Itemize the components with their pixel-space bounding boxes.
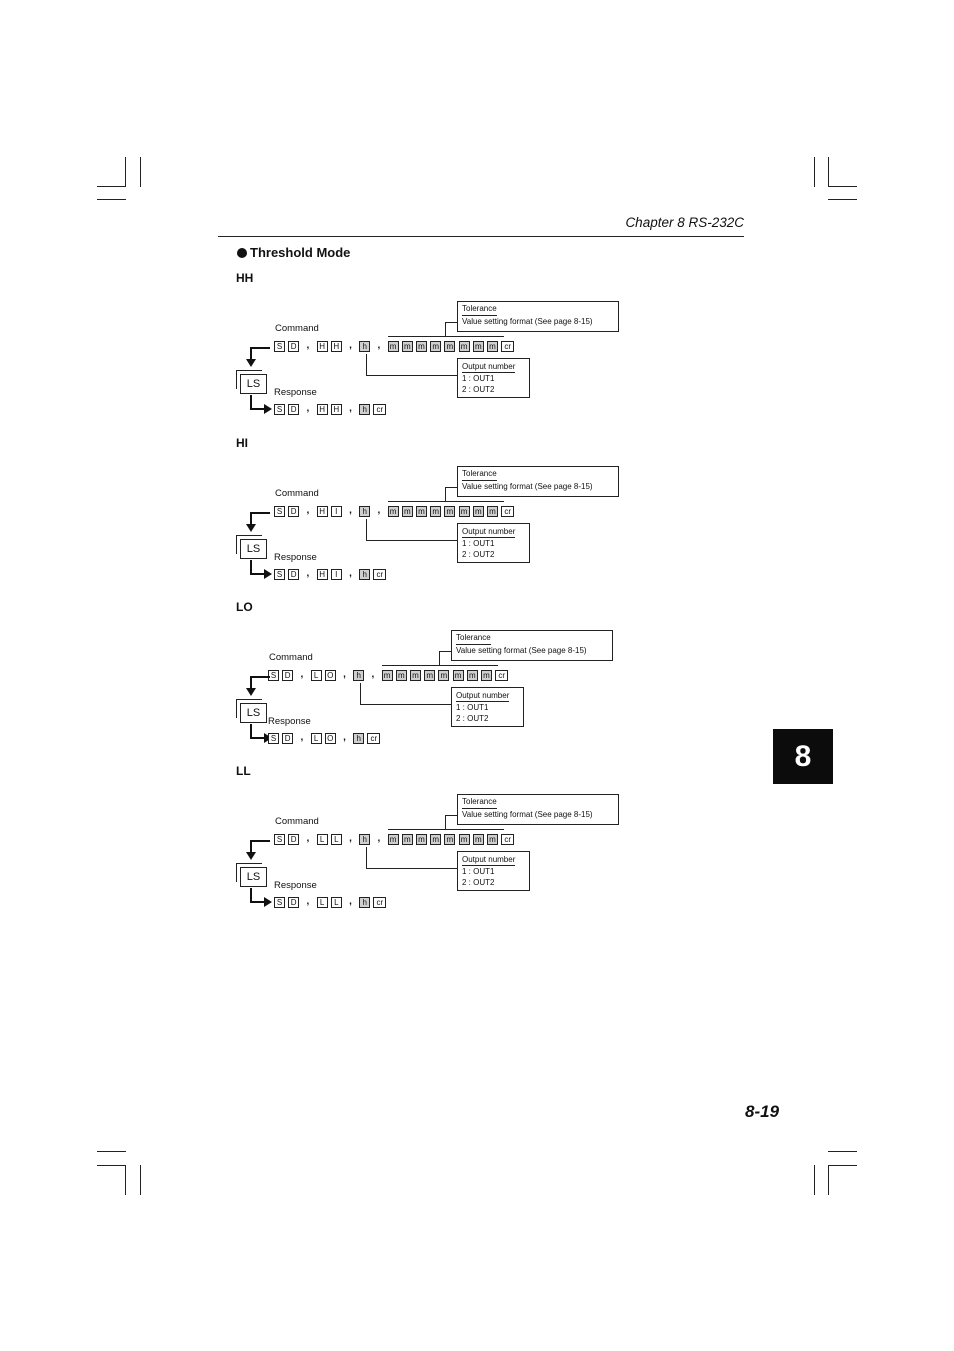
char-cell: D <box>288 404 299 415</box>
char-cell: S <box>274 506 285 517</box>
crop-mark <box>814 1165 815 1195</box>
out2-text: 2 : OUT2 <box>456 714 489 723</box>
connector <box>445 815 446 829</box>
response-arrow <box>250 395 252 409</box>
connector <box>439 651 451 652</box>
char-cell: D <box>288 341 299 352</box>
char-cell: m <box>459 834 470 845</box>
char-cell: O <box>325 733 336 744</box>
output-title: Output number <box>456 691 510 700</box>
output-number-box <box>457 358 530 398</box>
crop-mark <box>828 186 857 187</box>
char-cell: S <box>274 569 285 580</box>
crop-mark <box>125 157 126 187</box>
char-cell: , <box>345 834 356 845</box>
command-label: Command <box>275 816 319 827</box>
output-number-box <box>451 687 524 727</box>
mode-title: HI <box>236 436 248 450</box>
char-cell: D <box>288 569 299 580</box>
connector <box>388 336 504 337</box>
tolerance-box <box>457 301 619 332</box>
response-label: Response <box>274 880 317 891</box>
char-cell: m <box>382 670 393 681</box>
crop-mark <box>125 1165 126 1195</box>
ls-device-icon <box>236 370 266 392</box>
ls-device-icon <box>236 699 266 721</box>
crop-mark <box>828 199 857 200</box>
output-title: Output number <box>462 855 516 864</box>
char-cell: , <box>302 569 313 580</box>
out2-text: 2 : OUT2 <box>462 385 495 394</box>
char-cell: H <box>331 404 342 415</box>
connector <box>388 501 504 502</box>
char-cell: m <box>481 670 492 681</box>
crop-mark <box>828 1165 857 1166</box>
char-cell: , <box>373 341 384 352</box>
command-arrow <box>250 347 270 349</box>
connector <box>366 519 367 540</box>
out2-text: 2 : OUT2 <box>462 550 495 559</box>
header-rule <box>218 236 744 237</box>
crop-mark <box>140 157 141 187</box>
char-cell: , <box>373 834 384 845</box>
char-cell: m <box>416 341 427 352</box>
command-arrow <box>250 512 270 514</box>
mode-title: HH <box>236 271 254 285</box>
char-cell: m <box>487 506 498 517</box>
char-cell: , <box>345 897 356 908</box>
char-cell: , <box>345 404 356 415</box>
char-cell: m <box>402 506 413 517</box>
char-cell: m <box>473 506 484 517</box>
char-cell: cr <box>501 506 514 517</box>
char-cell: O <box>325 670 336 681</box>
char-cell: m <box>473 341 484 352</box>
out1-text: 1 : OUT1 <box>462 374 495 383</box>
tolerance-desc: Value setting format (See page 8-15) <box>462 810 593 819</box>
tolerance-desc: Value setting format (See page 8-15) <box>462 317 593 326</box>
char-cell: , <box>367 670 378 681</box>
tolerance-title: Tolerance <box>462 796 497 809</box>
connector <box>445 322 446 336</box>
char-cell: m <box>444 506 455 517</box>
tolerance-box <box>451 630 613 661</box>
output-title: Output number <box>462 527 516 536</box>
connector <box>445 322 457 323</box>
connector <box>439 651 440 665</box>
char-cell: m <box>430 834 441 845</box>
connector <box>366 847 367 868</box>
bullet-icon <box>237 248 247 258</box>
char-cell: h <box>359 897 370 908</box>
tolerance-desc: Value setting format (See page 8-15) <box>456 646 587 655</box>
command-arrow <box>250 840 270 842</box>
output-number-box <box>457 523 530 563</box>
char-cell: H <box>331 341 342 352</box>
char-cell: S <box>274 341 285 352</box>
ls-device-icon <box>236 535 266 557</box>
command-label: Command <box>269 652 313 663</box>
char-cell: D <box>282 670 293 681</box>
connector <box>382 665 498 666</box>
char-cell: , <box>296 670 307 681</box>
char-cell: m <box>444 834 455 845</box>
char-cell: D <box>288 897 299 908</box>
response-arrow <box>250 560 252 574</box>
chapter-header: Chapter 8 RS-232C <box>625 215 744 230</box>
response-arrow <box>250 573 265 575</box>
crop-mark <box>828 157 829 187</box>
output-title: Output number <box>462 362 516 371</box>
connector <box>366 375 457 376</box>
char-cell: , <box>302 341 313 352</box>
connector <box>388 829 504 830</box>
char-cell: cr <box>373 404 386 415</box>
crop-mark <box>97 199 126 200</box>
response-label: Response <box>274 552 317 563</box>
char-cell: m <box>430 341 441 352</box>
mode-title: LL <box>236 764 251 778</box>
connector <box>366 540 457 541</box>
command-label: Command <box>275 323 319 334</box>
char-cell: L <box>331 834 342 845</box>
command-arrow <box>250 676 270 678</box>
char-cell: cr <box>373 569 386 580</box>
connector <box>445 487 446 501</box>
char-cell: H <box>317 404 328 415</box>
char-cell: , <box>345 341 356 352</box>
ls-device-icon <box>236 863 266 885</box>
chapter-tab: 8 <box>773 729 833 784</box>
char-cell: D <box>282 733 293 744</box>
out2-text: 2 : OUT2 <box>462 878 495 887</box>
ls-label: LS <box>240 539 267 559</box>
arrow-down-icon <box>246 359 256 367</box>
char-cell: , <box>302 897 313 908</box>
char-cell: L <box>317 834 328 845</box>
crop-mark <box>828 1151 857 1152</box>
char-cell: D <box>288 834 299 845</box>
arrow-down-icon <box>246 688 256 696</box>
char-cell: m <box>487 341 498 352</box>
out1-text: 1 : OUT1 <box>462 539 495 548</box>
char-cell: D <box>288 506 299 517</box>
char-cell: , <box>345 569 356 580</box>
char-cell: m <box>424 670 435 681</box>
char-cell: S <box>268 670 279 681</box>
char-cell: m <box>402 341 413 352</box>
char-cell: H <box>317 569 328 580</box>
response-label: Response <box>274 387 317 398</box>
arrow-right-icon <box>264 569 272 579</box>
connector <box>366 868 457 869</box>
tolerance-title: Tolerance <box>462 303 497 316</box>
char-cell: m <box>473 834 484 845</box>
char-cell: I <box>331 569 342 580</box>
char-cell: , <box>302 506 313 517</box>
ls-label: LS <box>240 374 267 394</box>
char-cell: L <box>317 897 328 908</box>
crop-mark <box>814 157 815 187</box>
char-cell: m <box>402 834 413 845</box>
char-cell: S <box>268 733 279 744</box>
response-arrow <box>250 737 265 739</box>
char-cell: h <box>359 341 370 352</box>
char-cell: m <box>388 834 399 845</box>
char-cell: S <box>274 404 285 415</box>
char-cell: h <box>359 834 370 845</box>
char-cell: m <box>388 506 399 517</box>
char-cell: L <box>331 897 342 908</box>
crop-mark <box>140 1165 141 1195</box>
arrow-down-icon <box>246 524 256 532</box>
crop-mark <box>97 1165 126 1166</box>
ls-label: LS <box>240 703 267 723</box>
char-cell: m <box>438 670 449 681</box>
mode-hh <box>0 268 954 428</box>
char-cell: S <box>274 834 285 845</box>
char-cell: , <box>345 506 356 517</box>
char-cell: h <box>353 733 364 744</box>
response-arrow <box>250 724 252 738</box>
char-cell: H <box>317 506 328 517</box>
arrow-right-icon <box>264 897 272 907</box>
char-cell: h <box>359 569 370 580</box>
crop-mark <box>828 1165 829 1195</box>
char-cell: m <box>459 506 470 517</box>
char-cell: , <box>373 506 384 517</box>
tolerance-box <box>457 466 619 497</box>
connector <box>445 815 457 816</box>
arrow-down-icon <box>246 852 256 860</box>
char-cell: cr <box>501 834 514 845</box>
out1-text: 1 : OUT1 <box>462 867 495 876</box>
char-cell: , <box>302 404 313 415</box>
crop-mark <box>97 1151 126 1152</box>
mode-hi <box>0 433 954 593</box>
char-cell: m <box>467 670 478 681</box>
connector <box>366 354 367 375</box>
char-cell: m <box>459 341 470 352</box>
char-cell: L <box>311 670 322 681</box>
out1-text: 1 : OUT1 <box>456 703 489 712</box>
char-cell: h <box>353 670 364 681</box>
char-cell: m <box>487 834 498 845</box>
char-cell: S <box>274 897 285 908</box>
char-cell: m <box>444 341 455 352</box>
char-cell: I <box>331 506 342 517</box>
connector <box>360 704 451 705</box>
char-cell: , <box>339 733 350 744</box>
mode-ll <box>0 761 954 921</box>
char-cell: cr <box>373 897 386 908</box>
response-arrow <box>250 901 265 903</box>
char-cell: L <box>311 733 322 744</box>
page-number: 8-19 <box>745 1102 780 1121</box>
tolerance-title: Tolerance <box>456 632 491 645</box>
output-number-box <box>457 851 530 891</box>
ls-label: LS <box>240 867 267 887</box>
arrow-right-icon <box>264 404 272 414</box>
char-cell: h <box>359 506 370 517</box>
char-cell: m <box>410 670 421 681</box>
char-cell: cr <box>495 670 508 681</box>
char-cell: cr <box>367 733 380 744</box>
connector <box>360 683 361 704</box>
section-title: Threshold Mode <box>237 245 350 260</box>
tolerance-box <box>457 794 619 825</box>
char-cell: H <box>317 341 328 352</box>
char-cell: cr <box>501 341 514 352</box>
mode-title: LO <box>236 600 253 614</box>
char-cell: m <box>416 506 427 517</box>
char-cell: h <box>359 404 370 415</box>
command-label: Command <box>275 488 319 499</box>
char-cell: m <box>388 341 399 352</box>
char-cell: m <box>416 834 427 845</box>
char-cell: , <box>296 733 307 744</box>
crop-mark <box>97 186 126 187</box>
tolerance-title: Tolerance <box>462 468 497 481</box>
char-cell: , <box>302 834 313 845</box>
char-cell: m <box>430 506 441 517</box>
response-label: Response <box>268 716 311 727</box>
char-cell: m <box>453 670 464 681</box>
char-cell: , <box>339 670 350 681</box>
response-arrow <box>250 888 252 902</box>
char-cell: m <box>396 670 407 681</box>
response-arrow <box>250 408 265 410</box>
tolerance-desc: Value setting format (See page 8-15) <box>462 482 593 491</box>
connector <box>445 487 457 488</box>
